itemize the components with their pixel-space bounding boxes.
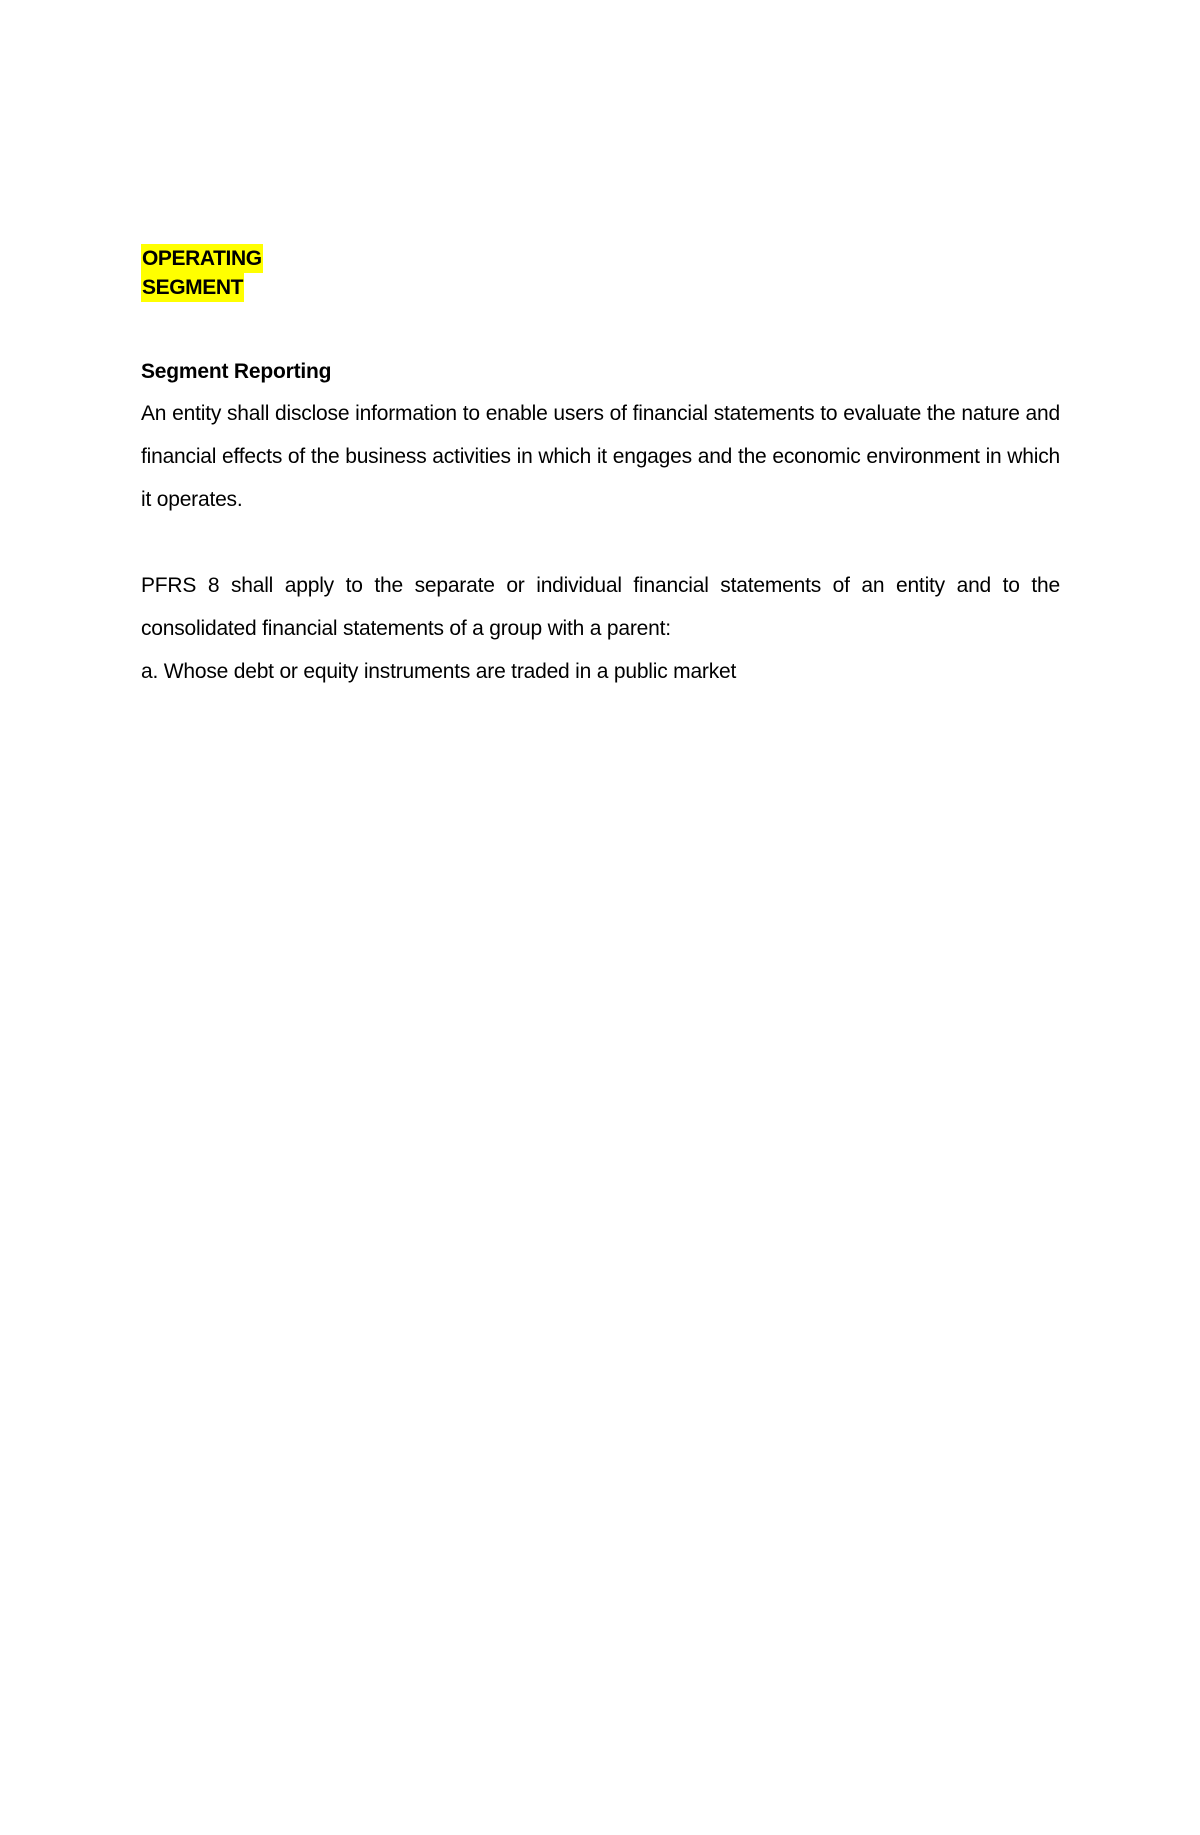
document-body xyxy=(141,244,1060,693)
heading-line-2: SEGMENT xyxy=(141,273,244,302)
paragraph-scope: PFRS 8 shall apply to the separate or individual financial statements of an entity and to the consolidated financial statements of a group with a parent: xyxy=(141,574,1060,640)
document-heading xyxy=(141,244,1060,302)
heading-line-1: OPERATING xyxy=(141,244,263,273)
paragraph-disclosure: An entity shall disclose information to enable users of financial statements to evaluate the nature and financial effects of the business activities in which it engages and the economic environment in which it operates. xyxy=(141,402,1060,511)
section-title: Segment Reporting xyxy=(141,360,332,383)
list-item-a: a. Whose debt or equity instruments are traded in a public market xyxy=(141,660,737,683)
